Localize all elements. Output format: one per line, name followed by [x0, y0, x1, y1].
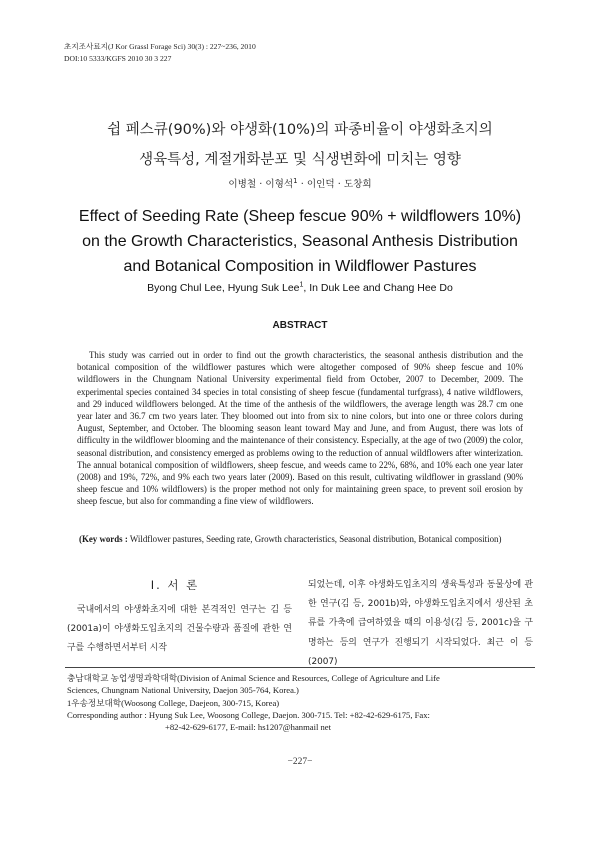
- abstract-heading: ABSTRACT: [272, 320, 328, 331]
- corresponding-author-line-1: Corresponding author : Hyung Suk Lee, Woosong College, Daejon. 300-715. Tel: +82-42-629-6175, Fax:: [67, 709, 430, 720]
- keywords-text: Wildflower pastures, Seeding rate, Growth characteristics, Seasonal distribution, Botanical composition): [129, 534, 502, 544]
- doi-line: DOI:10 5333/KGFS 2010 30 3 227: [64, 54, 172, 63]
- author-separator: ·: [259, 179, 263, 190]
- keywords-label: (Key words :: [79, 534, 128, 544]
- abstract-body: This study was carried out in order to find out the growth characteristics, the seasonal anthesis distribution and the botanical composition of the wildflower pastures which were altogether composed of 90% sheep fescue and 10% wildflowers in the Chungnam National University experimental field from October, 2007 to December, 2009. The experimental species contained 34 species in total consisting of sheep fescue (fundamental turfgrass), 4 native wildflowers, and 29 induced wildflowers belonged. At the time of the anthesis of the wildflowers, the average length was 28.7 cm one year later and 36.7 cm two years later. They bloomed out into from six to nine colors, but into one or three colors during August, September, and October. The blooming season leant toward May and June, and from August, there was lots of difficulty in the wildflower blooming and the maintenance of their consistency. Especially, at the age of two (2009) the color, seasonal distribution, and consistency emerged as problems owing to the reduction of annual wildflowers after winterization. The annual botanical composition of wildflowers, sheep fescue, and weeds came to 22%, 68%, and 10% each one year later (2008) and 19%, 72%, and 9% each two years later (2009). Based on this result, cultivating wildflower in grassland (90% sheep fescue and 10% wildflowers) is the proper method not only for maintaining green space, to prevent soil erosion by sheep fescue, but also for commanding a fine view of wildflowers.: [77, 350, 523, 507]
- author-kr-2: 이형석: [265, 179, 294, 190]
- affiliation-2: 1우송정보대학(Woosong College, Daejeon, 300-715, Korea): [67, 697, 280, 708]
- affiliation-mark: 1: [299, 281, 304, 289]
- intro-right-column: 되었는데, 이후 야생화도입초지의 생육특성과 동물상에 관한 연구(김 등, 2001b)와, 야생화도입초지에서 생산된 초류를 가축에 급여하였을 때의 이용성(김 등, 2001c)을 구명하는 등의 연구가 진행되기 시작되었다. 최근 이 등(2007): [308, 580, 533, 667]
- author-kr-4: 도창희: [343, 179, 372, 190]
- intro-left-column: 국내에서의 야생화초지에 대한 본격적인 연구는 김 등(2001a)이 야생화도입초지의 건물수량과 품질에 관한 연구를 수행하면서부터 시작: [67, 605, 292, 653]
- page-number: −227−: [287, 757, 313, 767]
- footnote-divider: [65, 667, 535, 668]
- author-kr-1: 이병철: [228, 179, 257, 190]
- journal-citation: 초지조사료지(J Kor Grassl Forage Sci) 30(3) : 227~236, 2010: [64, 42, 256, 51]
- english-title-line-2: on the Growth Characteristics, Seasonal Anthesis Distribution: [82, 233, 518, 250]
- authors-en-part-1: Byong Chul Lee, Hyung Suk Lee: [147, 282, 300, 294]
- author-separator: ·: [337, 179, 341, 190]
- author-kr-3: 이인덕: [306, 179, 335, 190]
- corresponding-author-line-2: +82-42-629-6177, E-mail: hs1207@hanmail net: [165, 722, 331, 733]
- footnotes: [67, 672, 537, 733]
- korean-title-line-2: 생육특성, 계절개화분포 및 식생변화에 미치는 영향: [139, 152, 461, 168]
- english-authors: [40, 282, 560, 294]
- korean-title-line-1: 쉽 페스큐(90%)와 야생화(10%)의 파종비율이 야생화초지의: [107, 122, 493, 138]
- author-separator: ·: [300, 179, 304, 190]
- english-title-line-3: and Botanical Composition in Wildflower Pastures: [123, 258, 477, 275]
- affiliation-1-line-2: Sciences, Chungnam National University, Daejon 305-764, Korea.): [67, 685, 299, 696]
- journal-header: [64, 41, 256, 65]
- english-title-line-1: Effect of Seeding Rate (Sheep fescue 90% + wildflowers 10%): [78, 208, 522, 225]
- affiliation-1-line-1: 충남대학교 농업생명과학대학(Division of Animal Science and Resources, College of Agriculture and Life: [67, 673, 440, 683]
- authors-en-part-2: , In Duk Lee and Chang Hee Do: [303, 282, 453, 294]
- affiliation-mark: 1: [293, 176, 298, 185]
- section-heading-introduction: Ⅰ. 서 론: [150, 578, 200, 592]
- korean-authors: [40, 176, 560, 190]
- keywords: [79, 533, 525, 545]
